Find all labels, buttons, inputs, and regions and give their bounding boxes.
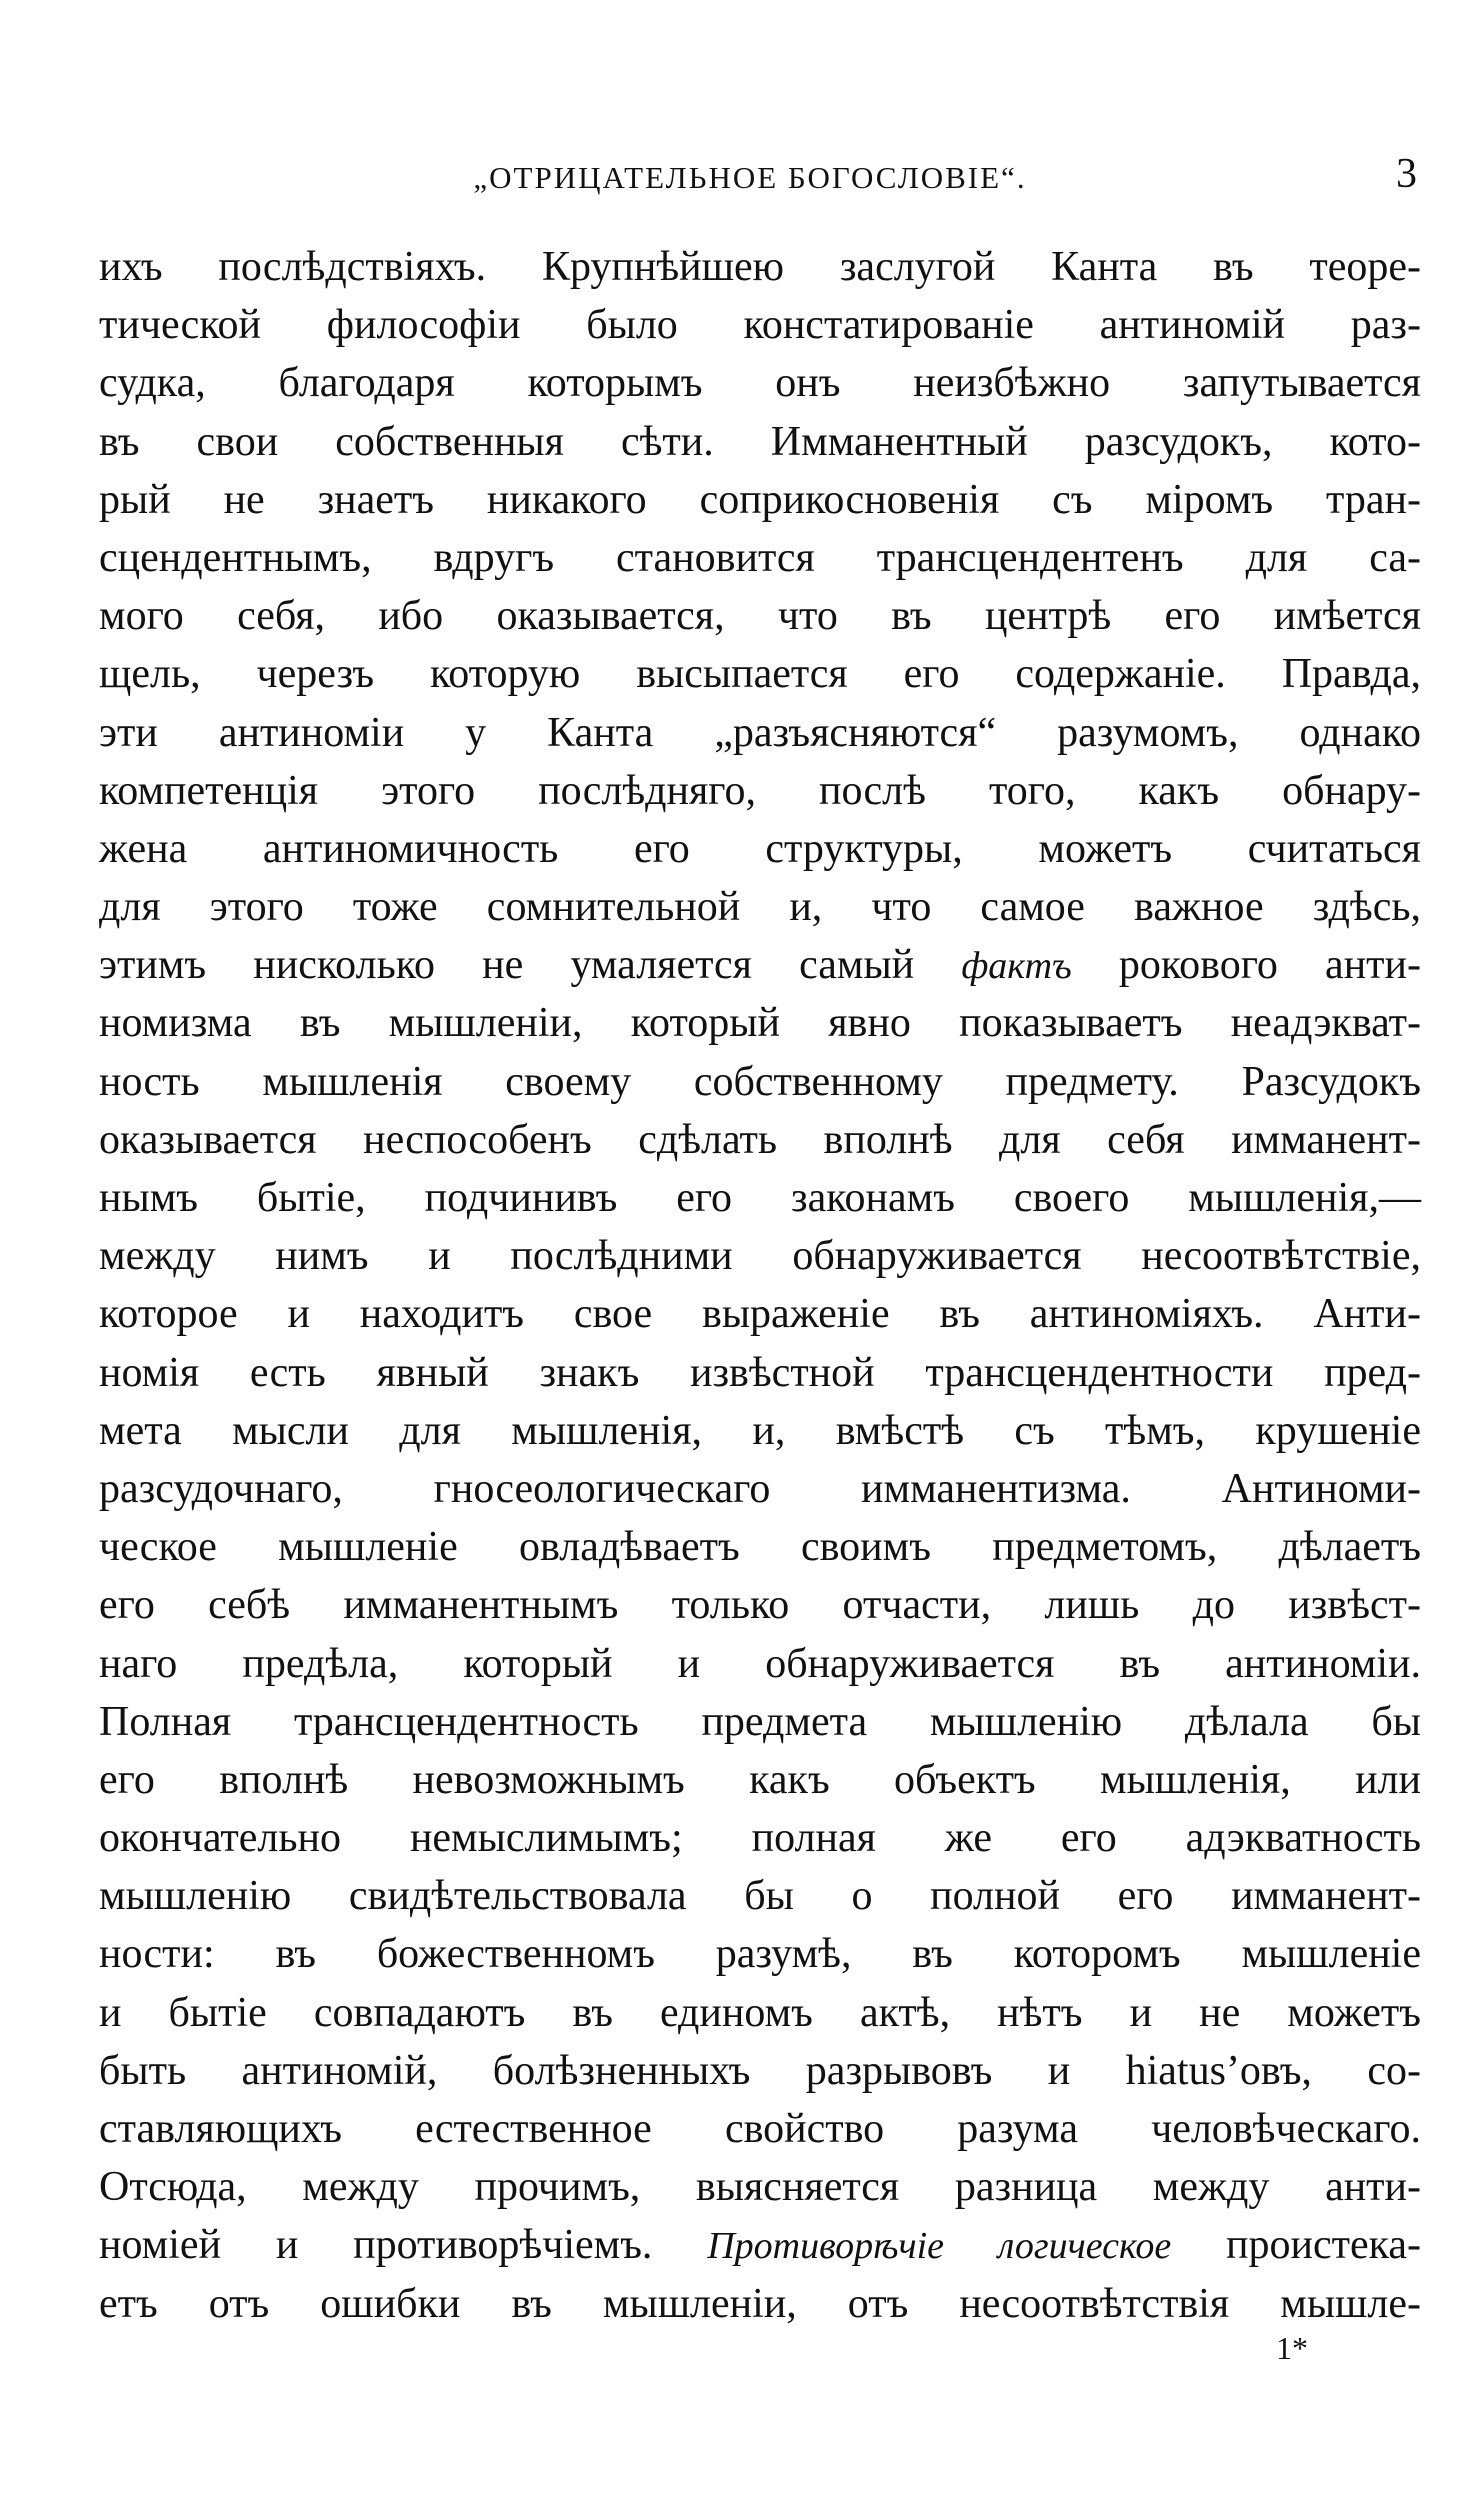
- text-segment: номіей и противорѣчіемъ.: [99, 2222, 708, 2269]
- text-line: ставляющихъ естественное свойство разума человѣческаго.: [99, 2106, 1421, 2152]
- text-line: разсудочнаго, гносеологическаго имманентизма. Антиноми-: [99, 1465, 1421, 1512]
- text-line: быть антиномій, болѣзненныхъ разрывовъ и hiatus’овъ, со-: [99, 2047, 1421, 2094]
- text-line: которое и находитъ свое выраженіе въ антиноміяхъ. Анти-: [99, 1291, 1421, 1338]
- text-line: [99, 2216, 1421, 2274]
- text-segment: этимъ нисколько не умаляется самый: [99, 942, 962, 989]
- text-line: окончательно немыслимымъ; полная же его адэкватность: [99, 1815, 1421, 1862]
- text-line: мета мысли для мышленія, и, вмѣстѣ съ тѣмъ, крушеніе: [99, 1407, 1421, 1454]
- text-line: въ свои собственныя сѣти. Имманентный разсудокъ, кото-: [99, 418, 1421, 465]
- text-line: между нимъ и послѣдними обнаруживается несоотвѣтствіе,: [99, 1233, 1421, 1280]
- text-line: тической философіи было констатированіе антиномій раз-: [99, 302, 1421, 349]
- text-line: эти антиноміи у Канта „разъясняются“ разумомъ, однако: [99, 709, 1421, 756]
- text-line: Полная трансцендентность предмета мышленію дѣлала бы: [99, 1698, 1421, 1745]
- text-line: нымъ бытіе, подчинивъ его законамъ своего мышленія,—: [99, 1175, 1421, 1221]
- text-line: рый не знаетъ никакого соприкосновенія съ міромъ тран-: [99, 476, 1421, 523]
- page-number: 3: [1396, 151, 1417, 197]
- text-line: щель, черезъ которую высыпается его содержаніе. Правда,: [99, 651, 1421, 698]
- text-line: сцендентнымъ, вдругъ становится трансцендентенъ для са-: [99, 534, 1421, 581]
- text-line: мышленію свидѣтельствовала бы о полной его имманент-: [99, 1873, 1421, 1920]
- text-line: судка, благодаря которымъ онъ неизбѣжно запутывается: [99, 360, 1421, 407]
- text-line: его вполнѣ невозможнымъ какъ объектъ мышленія, или: [99, 1756, 1421, 1803]
- text-line: и бытіе совпадаютъ въ единомъ актѣ, нѣтъ и не можетъ: [99, 1989, 1421, 2036]
- text-line: мого себя, ибо оказывается, что въ центрѣ его имѣется: [99, 593, 1421, 640]
- signature-mark: 1*: [1276, 2330, 1308, 2366]
- text-segment: рокового анти-: [1071, 942, 1421, 989]
- body-text: [99, 238, 1421, 2333]
- text-line: ности: въ божественномъ разумѣ, въ которомъ мышленіе: [99, 1931, 1421, 1978]
- text-line: номія есть явный знакъ извѣстной трансцендентности пред-: [99, 1349, 1421, 1396]
- text-line: номизма въ мышленіи, который явно показываетъ неадэкват-: [99, 1000, 1421, 1047]
- text-line: компетенція этого послѣдняго, послѣ того, какъ обнару-: [99, 767, 1421, 814]
- text-line: наго предѣла, который и обнаруживается въ антиноміи.: [99, 1640, 1421, 1687]
- text-line: [99, 936, 1421, 994]
- text-line: оказывается неспособенъ сдѣлать вполнѣ для себя имманент-: [99, 1116, 1421, 1163]
- text-line: для этого тоже сомнительной и, что самое важное здѣсь,: [99, 884, 1421, 931]
- text-line: его себѣ имманентнымъ только отчасти, лишь до извѣст-: [99, 1582, 1421, 1629]
- text-segment: проистека-: [1171, 2222, 1421, 2269]
- text-line: ихъ послѣдствіяхъ. Крупнѣйшею заслугой Канта въ теоре-: [99, 244, 1421, 290]
- italic-emphasis: фактъ: [961, 945, 1072, 988]
- italic-emphasis: Противорѣчіе логическое: [707, 2225, 1172, 2268]
- text-line: жена антиномичность его структуры, можетъ считаться: [99, 825, 1421, 872]
- text-line: етъ отъ ошибки въ мышленіи, отъ несоотвѣтствія мышле-: [99, 2280, 1421, 2327]
- text-line: ческое мышленіе овладѣваетъ своимъ предметомъ, дѣлаетъ: [99, 1524, 1421, 1571]
- text-line: Отсюда, между прочимъ, выясняется разница между анти-: [99, 2164, 1421, 2211]
- running-title: „ОТРИЦАТЕЛЬНОЕ БОГОСЛОВІЕ“.: [473, 160, 1027, 195]
- text-line: ность мышленія своему собственному предмету. Разсудокъ: [99, 1058, 1421, 1105]
